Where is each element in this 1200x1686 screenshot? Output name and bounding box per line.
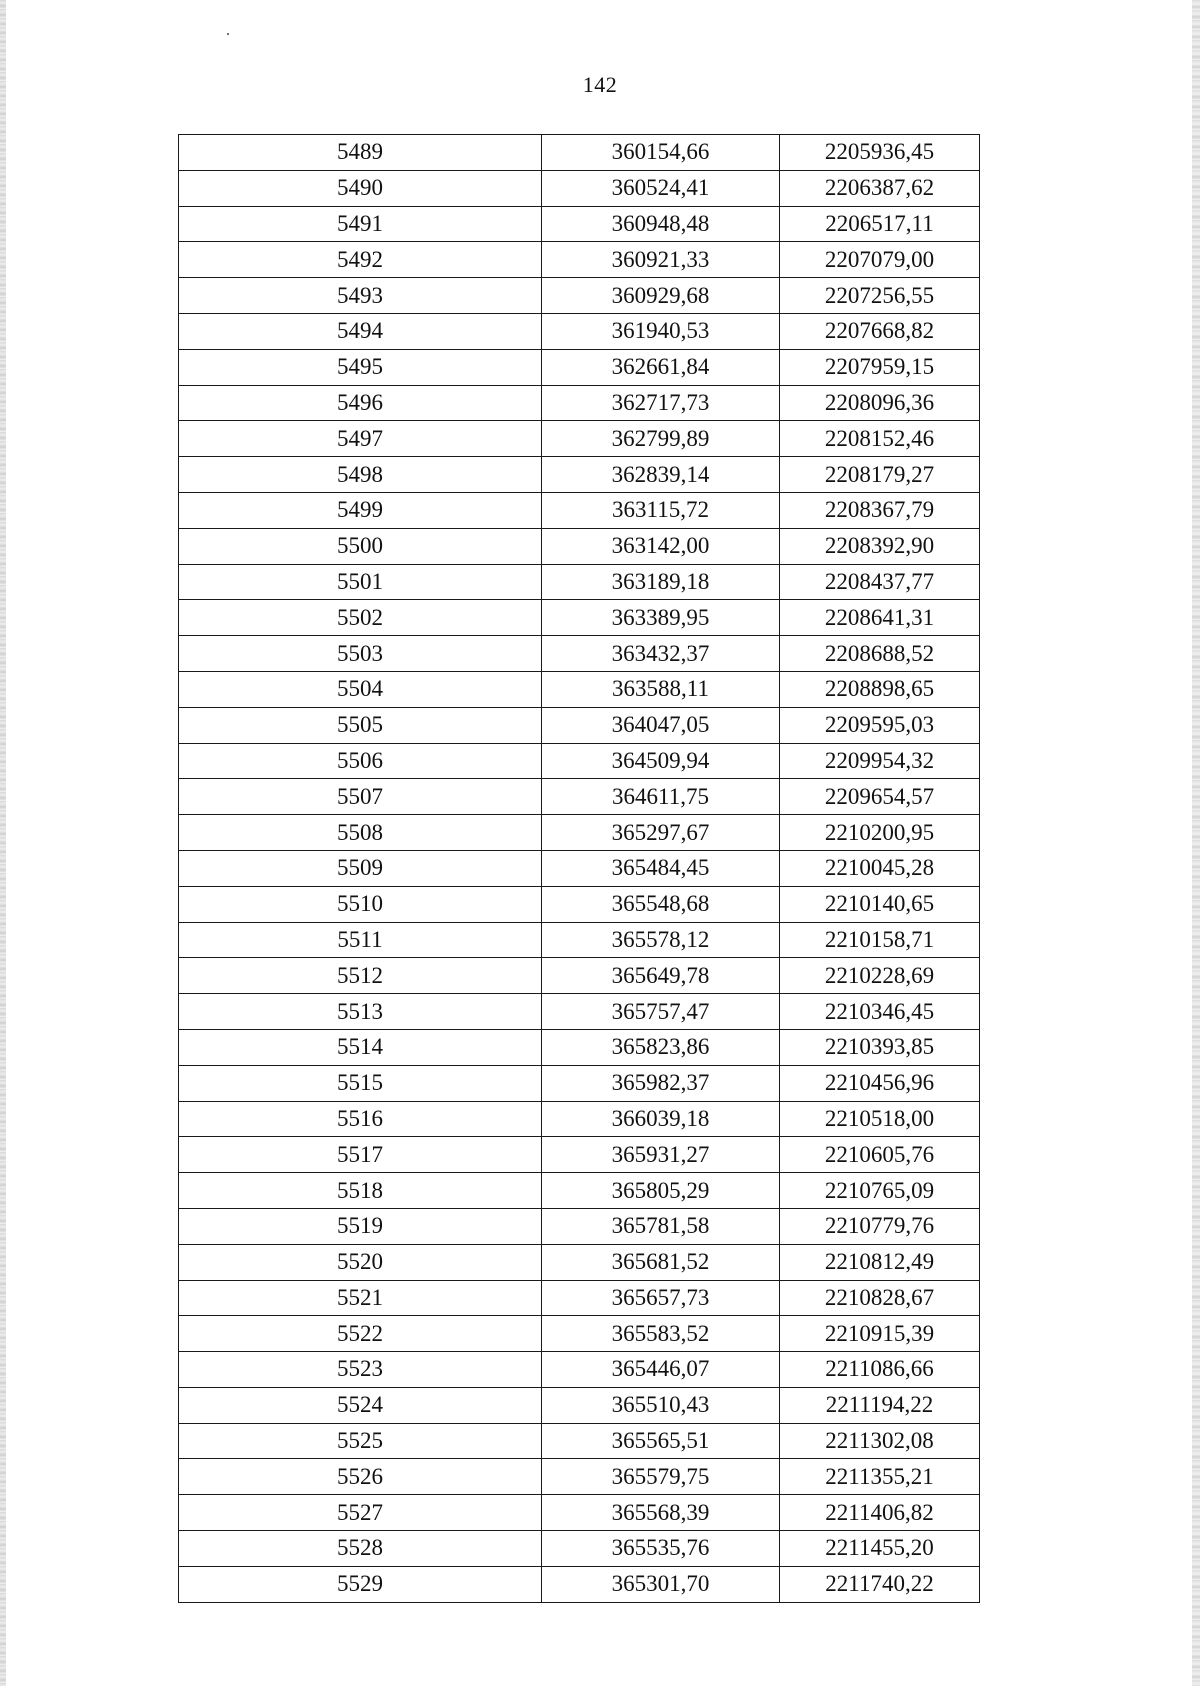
x-coordinate-cell: 363189,18	[542, 564, 780, 600]
x-coordinate-cell: 363588,11	[542, 671, 780, 707]
y-coordinate-cell: 2211355,21	[780, 1459, 980, 1495]
point-number-cell: 5501	[179, 564, 542, 600]
point-number-cell: 5496	[179, 385, 542, 421]
y-coordinate-cell: 2210158,71	[780, 922, 980, 958]
table-row	[179, 1566, 980, 1602]
point-number-cell: 5516	[179, 1101, 542, 1137]
y-coordinate-cell: 2209654,57	[780, 779, 980, 815]
table-row	[179, 1531, 980, 1567]
y-coordinate-cell: 2210228,69	[780, 958, 980, 994]
x-coordinate-cell: 360921,33	[542, 242, 780, 278]
point-number-cell: 5518	[179, 1173, 542, 1209]
table-row	[179, 1208, 980, 1244]
table-row	[179, 1423, 980, 1459]
y-coordinate-cell: 2208179,27	[780, 457, 980, 493]
point-number-cell: 5504	[179, 671, 542, 707]
x-coordinate-cell: 365931,27	[542, 1137, 780, 1173]
x-coordinate-cell: 365568,39	[542, 1495, 780, 1531]
x-coordinate-cell: 365297,67	[542, 815, 780, 851]
table-row	[179, 1387, 980, 1423]
x-coordinate-cell: 365565,51	[542, 1423, 780, 1459]
point-number-cell: 5497	[179, 421, 542, 457]
y-coordinate-cell: 2208392,90	[780, 528, 980, 564]
point-number-cell: 5521	[179, 1280, 542, 1316]
table-row	[179, 994, 980, 1030]
y-coordinate-cell: 2206517,11	[780, 206, 980, 242]
point-number-cell: 5514	[179, 1029, 542, 1065]
point-number-cell: 5508	[179, 815, 542, 851]
y-coordinate-cell: 2209954,32	[780, 743, 980, 779]
point-number-cell: 5489	[179, 135, 542, 171]
table-row	[179, 206, 980, 242]
table-row	[179, 1137, 980, 1173]
coordinates-table	[178, 134, 980, 1603]
y-coordinate-cell: 2210765,09	[780, 1173, 980, 1209]
table-row	[179, 636, 980, 672]
x-coordinate-cell: 362839,14	[542, 457, 780, 493]
y-coordinate-cell: 2210045,28	[780, 850, 980, 886]
x-coordinate-cell: 363142,00	[542, 528, 780, 564]
table-row	[179, 1101, 980, 1137]
point-number-cell: 5513	[179, 994, 542, 1030]
table-row	[179, 492, 980, 528]
scan-speck	[227, 33, 229, 35]
point-number-cell: 5500	[179, 528, 542, 564]
y-coordinate-cell: 2207668,82	[780, 313, 980, 349]
y-coordinate-cell: 2207959,15	[780, 349, 980, 385]
x-coordinate-cell: 360524,41	[542, 170, 780, 206]
x-coordinate-cell: 363389,95	[542, 600, 780, 636]
y-coordinate-cell: 2210605,76	[780, 1137, 980, 1173]
x-coordinate-cell: 366039,18	[542, 1101, 780, 1137]
point-number-cell: 5523	[179, 1352, 542, 1388]
table-row	[179, 528, 980, 564]
table-row	[179, 1495, 980, 1531]
table-row	[179, 457, 980, 493]
point-number-cell: 5495	[179, 349, 542, 385]
point-number-cell: 5503	[179, 636, 542, 672]
table-row	[179, 922, 980, 958]
point-number-cell: 5519	[179, 1208, 542, 1244]
point-number-cell: 5490	[179, 170, 542, 206]
table-row	[179, 743, 980, 779]
y-coordinate-cell: 2211302,08	[780, 1423, 980, 1459]
y-coordinate-cell: 2210346,45	[780, 994, 980, 1030]
table-row	[179, 886, 980, 922]
y-coordinate-cell: 2211406,82	[780, 1495, 980, 1531]
table-row	[179, 850, 980, 886]
point-number-cell: 5529	[179, 1566, 542, 1602]
page-number: 142	[582, 72, 618, 97]
x-coordinate-cell: 364611,75	[542, 779, 780, 815]
y-coordinate-cell: 2207256,55	[780, 278, 980, 314]
y-coordinate-cell: 2205936,45	[780, 135, 980, 171]
x-coordinate-cell: 365510,43	[542, 1387, 780, 1423]
table-row	[179, 1459, 980, 1495]
y-coordinate-cell: 2210200,95	[780, 815, 980, 851]
y-coordinate-cell: 2210393,85	[780, 1029, 980, 1065]
point-number-cell: 5499	[179, 492, 542, 528]
point-number-cell: 5505	[179, 707, 542, 743]
table-row	[179, 671, 980, 707]
table-row	[179, 349, 980, 385]
x-coordinate-cell: 365823,86	[542, 1029, 780, 1065]
point-number-cell: 5526	[179, 1459, 542, 1495]
table-row	[179, 1029, 980, 1065]
table-row	[179, 170, 980, 206]
x-coordinate-cell: 365649,78	[542, 958, 780, 994]
point-number-cell: 5510	[179, 886, 542, 922]
x-coordinate-cell: 362717,73	[542, 385, 780, 421]
x-coordinate-cell: 365579,75	[542, 1459, 780, 1495]
point-number-cell: 5502	[179, 600, 542, 636]
table-row	[179, 242, 980, 278]
table-row	[179, 278, 980, 314]
point-number-cell: 5498	[179, 457, 542, 493]
y-coordinate-cell: 2208096,36	[780, 385, 980, 421]
scan-edge-left	[0, 0, 6, 1686]
y-coordinate-cell: 2207079,00	[780, 242, 980, 278]
x-coordinate-cell: 364047,05	[542, 707, 780, 743]
table-row	[179, 421, 980, 457]
point-number-cell: 5520	[179, 1244, 542, 1280]
y-coordinate-cell: 2210456,96	[780, 1065, 980, 1101]
x-coordinate-cell: 365301,70	[542, 1566, 780, 1602]
x-coordinate-cell: 360948,48	[542, 206, 780, 242]
x-coordinate-cell: 362661,84	[542, 349, 780, 385]
y-coordinate-cell: 2210812,49	[780, 1244, 980, 1280]
y-coordinate-cell: 2210518,00	[780, 1101, 980, 1137]
x-coordinate-cell: 365578,12	[542, 922, 780, 958]
table-row	[179, 1280, 980, 1316]
table-row	[179, 564, 980, 600]
point-number-cell: 5507	[179, 779, 542, 815]
x-coordinate-cell: 365781,58	[542, 1208, 780, 1244]
table-row	[179, 1065, 980, 1101]
x-coordinate-cell: 365484,45	[542, 850, 780, 886]
table-row	[179, 958, 980, 994]
x-coordinate-cell: 365583,52	[542, 1316, 780, 1352]
table-row	[179, 1244, 980, 1280]
y-coordinate-cell: 2211194,22	[780, 1387, 980, 1423]
x-coordinate-cell: 364509,94	[542, 743, 780, 779]
x-coordinate-cell: 361940,53	[542, 313, 780, 349]
y-coordinate-cell: 2210915,39	[780, 1316, 980, 1352]
point-number-cell: 5492	[179, 242, 542, 278]
y-coordinate-cell: 2208437,77	[780, 564, 980, 600]
y-coordinate-cell: 2211740,22	[780, 1566, 980, 1602]
table-row	[179, 779, 980, 815]
table-row	[179, 1352, 980, 1388]
point-number-cell: 5509	[179, 850, 542, 886]
y-coordinate-cell: 2211086,66	[780, 1352, 980, 1388]
x-coordinate-cell: 360929,68	[542, 278, 780, 314]
point-number-cell: 5493	[179, 278, 542, 314]
x-coordinate-cell: 365548,68	[542, 886, 780, 922]
point-number-cell: 5512	[179, 958, 542, 994]
table-row	[179, 815, 980, 851]
x-coordinate-cell: 363432,37	[542, 636, 780, 672]
table-row	[179, 1173, 980, 1209]
table-row	[179, 385, 980, 421]
scan-edge-right	[1192, 0, 1200, 1686]
x-coordinate-cell: 365982,37	[542, 1065, 780, 1101]
point-number-cell: 5515	[179, 1065, 542, 1101]
point-number-cell: 5527	[179, 1495, 542, 1531]
table-row	[179, 1316, 980, 1352]
point-number-cell: 5522	[179, 1316, 542, 1352]
y-coordinate-cell: 2208152,46	[780, 421, 980, 457]
point-number-cell: 5517	[179, 1137, 542, 1173]
point-number-cell: 5494	[179, 313, 542, 349]
y-coordinate-cell: 2211455,20	[780, 1531, 980, 1567]
point-number-cell: 5511	[179, 922, 542, 958]
table-row	[179, 313, 980, 349]
y-coordinate-cell: 2210828,67	[780, 1280, 980, 1316]
table-row	[179, 600, 980, 636]
coordinates-table-body	[179, 135, 980, 1603]
x-coordinate-cell: 365446,07	[542, 1352, 780, 1388]
y-coordinate-cell: 2208367,79	[780, 492, 980, 528]
x-coordinate-cell: 360154,66	[542, 135, 780, 171]
point-number-cell: 5525	[179, 1423, 542, 1459]
x-coordinate-cell: 365657,73	[542, 1280, 780, 1316]
y-coordinate-cell: 2208898,65	[780, 671, 980, 707]
table-row	[179, 707, 980, 743]
y-coordinate-cell: 2210779,76	[780, 1208, 980, 1244]
x-coordinate-cell: 365681,52	[542, 1244, 780, 1280]
y-coordinate-cell: 2206387,62	[780, 170, 980, 206]
y-coordinate-cell: 2208641,31	[780, 600, 980, 636]
y-coordinate-cell: 2208688,52	[780, 636, 980, 672]
x-coordinate-cell: 365805,29	[542, 1173, 780, 1209]
x-coordinate-cell: 365757,47	[542, 994, 780, 1030]
point-number-cell: 5491	[179, 206, 542, 242]
x-coordinate-cell: 362799,89	[542, 421, 780, 457]
y-coordinate-cell: 2210140,65	[780, 886, 980, 922]
point-number-cell: 5506	[179, 743, 542, 779]
x-coordinate-cell: 363115,72	[542, 492, 780, 528]
point-number-cell: 5528	[179, 1531, 542, 1567]
table-row	[179, 135, 980, 171]
y-coordinate-cell: 2209595,03	[780, 707, 980, 743]
x-coordinate-cell: 365535,76	[542, 1531, 780, 1567]
point-number-cell: 5524	[179, 1387, 542, 1423]
